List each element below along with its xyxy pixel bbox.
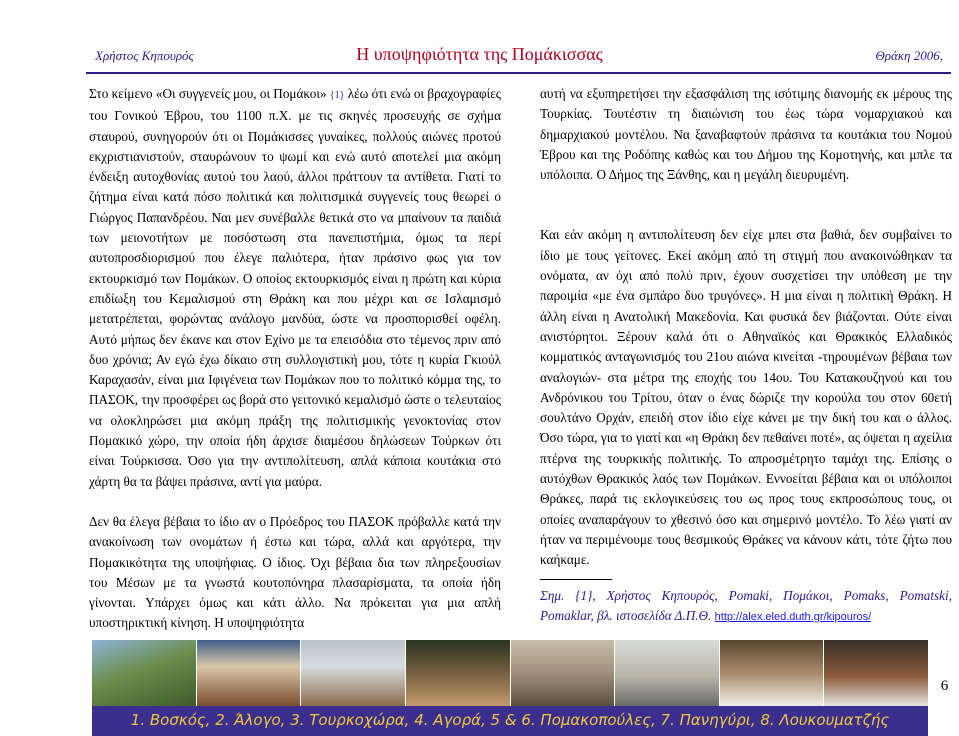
- photo-loukoumades-maker: [824, 640, 928, 706]
- photo-horse: [197, 640, 301, 706]
- photo-strip: [92, 640, 928, 706]
- left-column: [89, 84, 501, 634]
- photo-village: [301, 640, 405, 706]
- footnote-ref: {1}: [329, 90, 345, 101]
- page-number: 6: [940, 678, 949, 694]
- footnote: Σημ. {1}, Χρήστος Κηπουρός, Pomaki, Πομάκοι, Pomaks, Pomatski, Pomaklar, βλ. ιστοσελίδα Δ.Π.Θ. http://alex.eled.duth.gr/kipouros/: [540, 587, 952, 623]
- header-rule: [86, 72, 951, 74]
- photo-market: [406, 640, 510, 706]
- page-title: Η υποψηφιότητα της Πομάκισσας: [356, 44, 603, 64]
- photo-shepherd: [92, 640, 196, 706]
- left-paragraph-2: Δεν θα έλεγα βέβαια το ίδιο αν ο Πρόεδρος του ΠΑΣΟΚ πρόβαλλε κατά την ανακοίνωση των ονομάτων ή έστω και τώρα, αλλά και αργότερα, την Πομακικότητα της υποψήφιας. Ο ίδιος. Όχι βέβαια δια των πληρεξουσίων του Μέσων με τα γνωστά κουτοπόνηρα πλασαρίσματα, τα οποία ήδη γίνονται. Υπάρχει όμως και κάτι άλλο. Να πρόκειται για μια απλή υποστηρικτική κίνηση. Η υποψηφιότητα: [89, 513, 501, 631]
- photo-pomak-girls-2: [615, 640, 719, 706]
- right-paragraph-1: αυτή να εξυπηρετήσει την εξασφάλιση της ισότιμης διανομής εκ μέρους της Τουρκίας. Τουτέστιν τη διαιώνιση του έως τώρα νομαρχιακού και δημαρχιακού μοντέλου. Να ξαναβαφτούν πράσινα τα κουτάκια του Νομού Έβρου και της Ροδόπης καθώς και του Δήμου της Κομοτηνής, και μπλε τα υπόλοιπα. Ο Δήμος της Ξάνθης, και η μεγάλη διευρυμένη.: [540, 86, 952, 183]
- left-paragraph-1: Στο κείμενο «Οι συγγενείς μου, οι Πομάκοι» {1} λέω ότι ενώ οι βραχογραφίες του Γονικού Έβρου, του 1100 π.Χ. με τις σκηνές προσευχής σε σχήμα σταυρού, συνηγορούν ότι οι Πομάκισσες γυναίκες, πολλούς αιώνες προτού εκχριστιανιστούν, σταυρώνουν το ψωμί και ενώ αυτό αποτελεί μια ακόμη ένδειξη αυτοχθονίας αυτού του λαού, άλλοι πράττουν τα αντίθετα. Γιατί το ζήτημα είναι κατά πόσο πολιτικά και πολιτισμικά συγγενείς τους θεωρεί ο Γιώργος Παπανδρέου. Ναι μεν συνέβαλλε θετικά στο να μπαίνουν τα παιδιά των μειονοτήτων με ποσόστωση στα πανεπιστήμια, όμως τα περί αυτοπροσδιορισμού που έλεγε παλιότερα, ήταν πράσινο φως για τον εκτουρκισμό των Πομάκων. Ο οποίος εκτουρκισμός είναι η πρώτη και κύρια επιδίωξη του Κεμαλισμού στη Θράκη και που μέχρι και σε Ισλαμισμό μετατρέπεται, φορώντας ανάλογο μανδύα, ώστε να προσπορισθεί οφέλη. Αυτό μήπως δεν έκανε και στον Εχίνο με τα επεισόδια στο τέμενος πριν από δυο χρόνια; Αν εγώ έχω δίκαιο στη συλλογιστική μου, τότε η κυρία Γκιούλ Καραχασάν, είναι μια Ιφιγένεια των Πομάκων που το πολιτικό κόμμα της, το ΠΑΣΟΚ, την προσφέρει ως βορά στο γειτονικό κεμαλισμό ώστε ο τελευταίος να ολοκληρώσει μια ακόμη πράξη της πολιτισμικής γενοκτονίας στον Πομακικό χώρο, την οποία ήδη άρχισε διαμέσου δηλώσεων Τούρκων ότι είναι Τούρκισσα. Όσο για την αντιπολίτευση, απλά κάποια κουτάκια στο χάρτη θα τα βάψει πράσινα, αντί για μαύρα.: [89, 86, 501, 489]
- photo-pomak-girls-1: [511, 640, 615, 706]
- photo-festival: [720, 640, 824, 706]
- photo-caption: 1. Βοσκός, 2. Άλογο, 3. Τουρκοχώρα, 4. Αγορά, 5 & 6. Πομακοπούλες, 7. Πανηγύρι, 8. Λουκουματζής: [130, 711, 890, 729]
- footnote-link[interactable]: http://alex.eled.duth.gr/kipouros/: [714, 610, 872, 623]
- footnote-separator: [540, 579, 612, 580]
- page-header: [0, 0, 959, 80]
- header-author: Χρήστος Κηπουρός: [95, 48, 194, 63]
- right-paragraph-2: Και εάν ακόμη η αντιπολίτευση δεν είχε μπει στα βαθιά, δεν συμβαίνει το ίδιο με τους γείτονες. Εκεί ακόμη από τη στιγμή που ανακοινώθηκαν τα ονόματα, αν όχι από πολύ πριν, έχουν συσχετίσει την υπόθεση με την παροιμία «με ένα σμπάρο δυο τρυγόνες». Η μια είναι η πολιτική Θράκη. Η άλλη είναι η Ανατολική Μακεδονία. Και φυσικά δεν βιάζονται. Ούτε είναι ανιστόρητοι. Ξέρουν καλά ότι ο Αθηναϊκός και Θρακικός Ελλαδικός κομματικός ανταγωνισμός του 21ου αιώνα κινείται -τηρουμένων βέβαια των αναλογιών- στα μέτρα της εποχής του 14ου. Του Κατακουζηνού και του Ανδρόνικου του Τρίτου, όταν ο ένας δώριζε την κορούλα του στον 60ετή σουλτάνο Ορχάν, επειδή στον ίδιο είχε κάνει με την δική του και ο άλλος. Όσο τώρα, για το γιατί και «η Θράκη δεν πεθαίνει ποτέ», ας όψεται η αχείλια πτέρνα της τουρκικής πολιτικής. Το απροσμέτρητο ταμάχι της. Επίσης ο αυτόχθων Θρακικός λαός των Πομάκων. Εννοείται βέβαια και οι υπόλοιποι Θράκες, παρά τις εκλογικεύσεις του ως προς τους εκπροσώπους τους, οι οποίες αναπαράγουν το χθεσινό όσο και σημερινό μοντέλο. Το λέω γιατί αν ήταν να περιμένουμε τους θεσμικούς Θράκες να κάνουν κάτι, τότε ζήτω που καήκαμε.: [540, 227, 952, 568]
- right-column: [540, 84, 952, 627]
- header-place-date: Θράκη 2006,: [875, 48, 943, 63]
